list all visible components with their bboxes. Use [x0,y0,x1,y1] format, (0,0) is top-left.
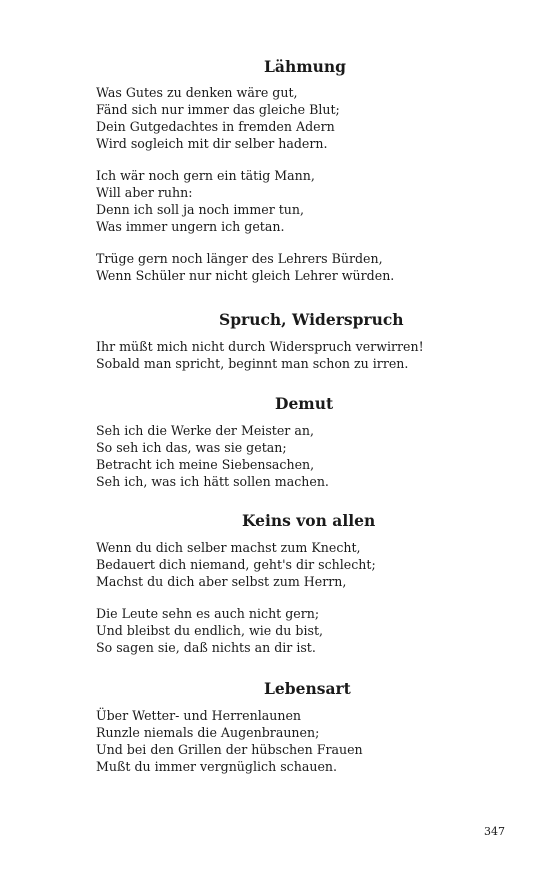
poem-lebensart [96,679,426,775]
poem-title: Keins von allen [242,511,376,530]
verse-line: Mußt du immer vergnüglich schauen. [96,759,338,774]
verse-line: Seh ich, was ich hätt sollen machen. [96,474,329,489]
poem-title: Demut [275,394,334,413]
verse-line: Wenn du dich selber machst zum Knecht, [96,540,361,555]
verse-line: Über Wetter- und Herrenlaunen [96,708,302,723]
verse-line: So sagen sie, daß nichts an dir ist. [96,640,316,655]
stanza [96,539,426,590]
verse-line: Runzle niemals die Augenbraunen; [96,725,320,740]
verse-line: Will aber ruhn: [96,185,193,200]
poem-title: Lebensart [264,679,351,698]
stanza [96,605,426,656]
poem-spruch-widerspruch [96,310,426,372]
verse-line: Was Gutes zu denken wäre gut, [96,85,298,100]
verse-line: Seh ich die Werke der Meister an, [96,423,314,438]
verse-line: Wird sogleich mit dir selber hadern. [96,136,328,151]
stanza [96,707,426,775]
stanza [96,338,426,372]
verse-line: Und bleibst du endlich, wie du bist, [96,623,324,638]
verse-line: Trüge gern noch länger des Lehrers Bürden, [96,251,383,266]
verse-line: Dein Gutgedachtes in fremden Adern [96,119,335,134]
stanza [96,250,426,284]
poem-demut [96,394,426,490]
poem-title: Spruch, Widerspruch [219,310,404,329]
verse-line: Ihr müßt mich nicht durch Widerspruch verwirren! [96,339,424,354]
verse-line: Denn ich soll ja noch immer tun, [96,202,305,217]
verse-line: Bedauert dich niemand, geht's dir schlecht; [96,557,376,572]
stanza [96,422,426,490]
poem-keins-von-allen [96,511,426,656]
verse-line: So seh ich das, was sie getan; [96,440,287,455]
verse-line: Sobald man spricht, beginnt man schon zu irren. [96,356,409,371]
page-number: 347 [484,825,505,838]
verse-line: Fänd sich nur immer das gleiche Blut; [96,102,340,117]
verse-line: Wenn Schüler nur nicht gleich Lehrer würden. [96,268,395,283]
poem-title: Lähmung [264,57,346,76]
verse-line: Ich wär noch gern ein tätig Mann, [96,168,315,183]
verse-line: Betracht ich meine Siebensachen, [96,457,315,472]
verse-line: Machst du dich aber selbst zum Herrn, [96,574,347,589]
verse-line: Die Leute sehn es auch nicht gern; [96,606,320,621]
stanza [96,84,426,152]
verse-line: Was immer ungern ich getan. [96,219,285,234]
poem-laehmung [96,57,426,284]
stanza [96,167,426,235]
verse-line: Und bei den Grillen der hübschen Frauen [96,742,363,757]
